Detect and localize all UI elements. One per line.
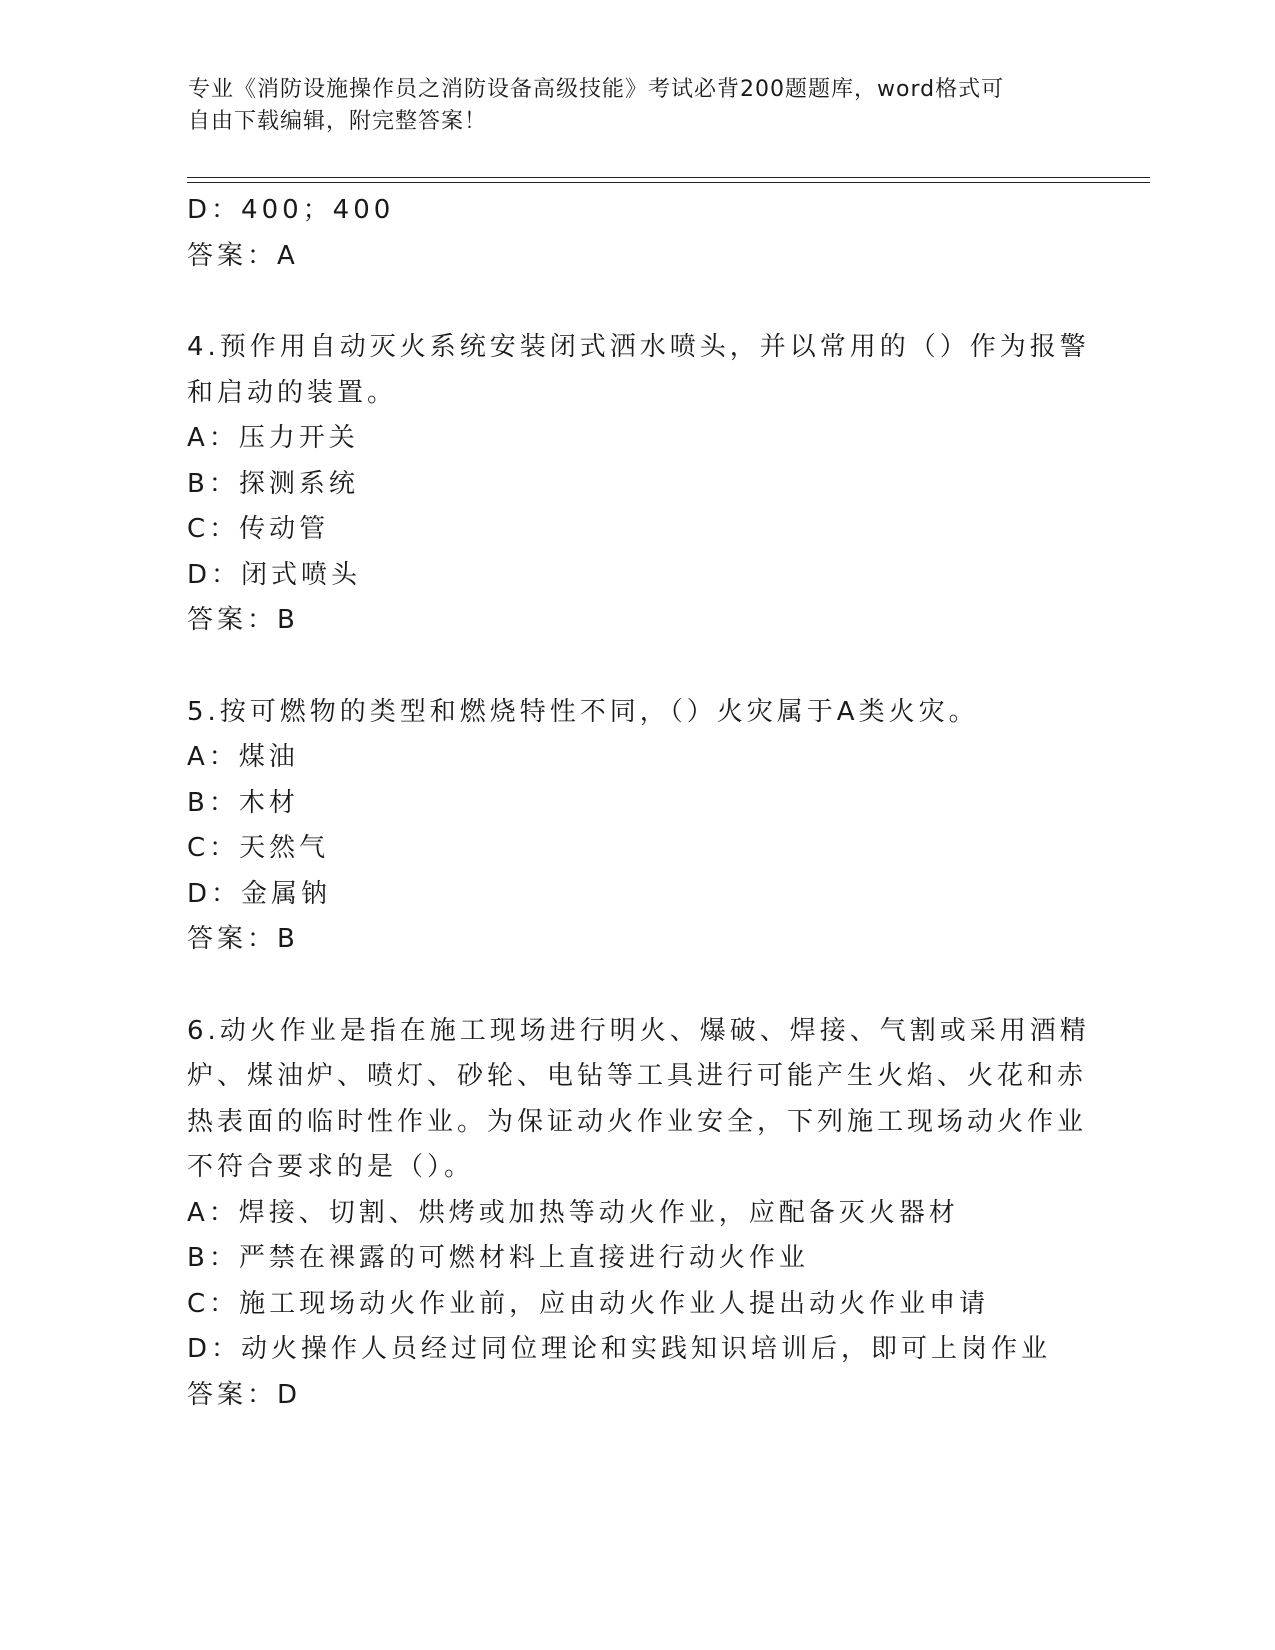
spacer — [187, 644, 1087, 690]
option-d: D：400；400 — [187, 195, 395, 225]
question-stem-line: 5.按可燃物的类型和燃烧特性不同，（）火灾属于A类火灾。 — [187, 696, 979, 727]
header-title-line-1: 专业《消防设施操作员之消防设备高级技能》考试必背200题题库，word格式可 — [188, 77, 1005, 102]
option-c: C：天然气 — [187, 833, 330, 863]
spacer — [187, 963, 1087, 1009]
question-content — [187, 188, 1090, 1418]
question-stem-line: 不符合要求的是（）。 — [187, 1152, 475, 1182]
option-b: B：严禁在裸露的可燃材料上直接进行动火作业 — [187, 1243, 809, 1273]
option-c: C：传动管 — [187, 514, 330, 544]
question-4 — [187, 325, 1090, 644]
option-a: A：压力开关 — [187, 423, 359, 453]
answer-line: 答案：A — [187, 240, 299, 271]
option-b: B：木材 — [187, 787, 299, 818]
question-6 — [187, 1009, 1090, 1419]
option-c: C：施工现场动火作业前，应由动火作业人提出动火作业申请 — [187, 1288, 990, 1319]
option-a: A：煤油 — [187, 742, 299, 772]
page-header — [188, 74, 1088, 138]
option-d: D：闭式喷头 — [187, 559, 362, 590]
option-d: D：动火操作人员经过同位理论和实践知识培训后，即可上岗作业 — [187, 1334, 1052, 1364]
answer-line: 答案：B — [187, 605, 299, 635]
spacer — [187, 279, 1087, 325]
header-divider-top — [187, 177, 1150, 178]
header-divider-bottom — [187, 182, 1150, 183]
question-stem-line: 6.动火作业是指在施工现场进行明火、爆破、焊接、气割或采用酒精 — [187, 1015, 1090, 1046]
header-title-line-2: 自由下载编辑，附完整答案！ — [188, 109, 488, 134]
question-stem-line: 热表面的临时性作业。为保证动火作业安全，下列施工现场动火作业 — [187, 1106, 1088, 1137]
question-stem-line: 炉、煤油炉、喷灯、砂轮、电钻等工具进行可能产生火焰、火花和赤 — [187, 1061, 1088, 1091]
previous-question-tail — [187, 188, 1087, 279]
question-stem-line: 4.预作用自动灭火系统安装闭式洒水喷头，并以常用的（）作为报警 — [187, 332, 1090, 362]
answer-line: 答案：D — [187, 1379, 302, 1410]
option-d: D：金属钠 — [187, 878, 332, 909]
question-stem-line: 和启动的装置。 — [187, 377, 398, 408]
question-5 — [187, 690, 1087, 963]
option-a: A：焊接、切割、烘烤或加热等动火作业，应配备灭火器材 — [187, 1197, 959, 1228]
answer-line: 答案：B — [187, 924, 299, 954]
option-b: B：探测系统 — [187, 468, 359, 499]
